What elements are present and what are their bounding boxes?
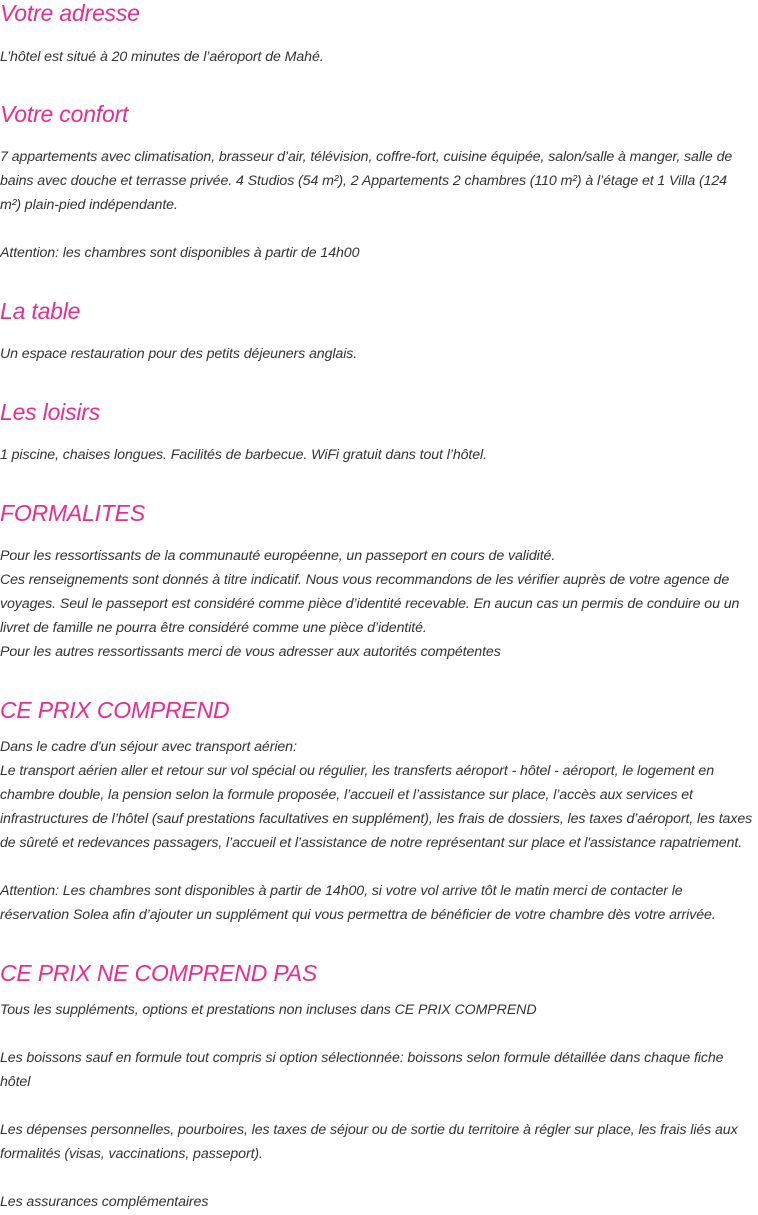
text-line: réservation Solea afin d’ajouter un supplément qui vous permettra de bénéficier de votre chambre dès votre arrivée. <box>0 907 716 923</box>
text-line: Les assurances complémentaires <box>0 1194 209 1210</box>
text-line: Tous les suppléments, options et prestations non incluses dans CE PRIX COMPREND <box>0 1002 537 1018</box>
section-title-loisirs: Les loisirs <box>0 399 101 425</box>
text-line: Un espace restauration pour des petits déjeuners anglais. <box>0 346 358 362</box>
section-title-comprend: CE PRIX COMPREND <box>0 697 230 723</box>
text-line: 1 piscine, chaises longues. Facilités de barbecue. WiFi gratuit dans tout l’hôtel. <box>0 447 487 463</box>
text-line: formalités (visas, vaccinations, passeport). <box>0 1146 263 1162</box>
section-title-ne-comprend: CE PRIX NE COMPREND PAS <box>0 960 318 986</box>
adresse-text <box>0 45 758 69</box>
section-title-confort: Votre confort <box>0 101 129 127</box>
ne-comprend-p4 <box>0 1190 758 1214</box>
section-title-adresse: Votre adresse <box>0 0 140 26</box>
comprend-note <box>0 879 758 927</box>
text-line: livret de famille ne pourra être considéré comme une pièce d’identité. <box>0 620 427 636</box>
loisirs-text <box>0 443 758 467</box>
text-line: de sûreté et redevances passagers, l’accueil et l’assistance de notre représentant sur place et l'assistance rapatriement. <box>0 835 743 851</box>
ne-comprend-p2 <box>0 1046 758 1094</box>
section-title-table: La table <box>0 298 81 324</box>
confort-text <box>0 145 758 217</box>
text-line: chambre double, la pension selon la formule proposée, l’accueil et l’assistance sur place, l’accès aux services et <box>0 787 693 803</box>
text-line: bains avec douche et terrasse privée. 4 Studios (54 m²), 2 Appartements 2 chambres (110 m²) à l’étage et 1 Villa (124 <box>0 173 727 189</box>
ne-comprend-p3 <box>0 1118 758 1166</box>
text-line: Dans le cadre d'un séjour avec transport aérien: <box>0 739 297 755</box>
text-line: infrastructures de l’hôtel (sauf prestations facultatives en supplément), les frais de dossiers, les taxes d’aéroport, les taxes <box>0 811 753 827</box>
text-line: Attention: les chambres sont disponibles à partir de 14h00 <box>0 245 360 261</box>
text-line: Pour les autres ressortissants merci de vous adresser aux autorités compétentes <box>0 644 501 660</box>
text-line: L’hôtel est situé à 20 minutes de l’aéroport de Mahé. <box>0 49 324 65</box>
text-line: 7 appartements avec climatisation, brasseur d’air, télévision, coffre-fort, cuisine équipée, salon/salle à manger, salle de <box>0 149 733 165</box>
text-line: hôtel <box>0 1074 31 1090</box>
comprend-text <box>0 735 758 855</box>
text-line: voyages. Seul le passeport est considéré comme pièce d’identité recevable. En aucun cas un permis de conduire ou un <box>0 596 740 612</box>
text-line: Attention: Les chambres sont disponibles à partir de 14h00, si votre vol arrive tôt le matin merci de contacter le <box>0 883 683 899</box>
text-line: Les boissons sauf en formule tout compris si option sélectionnée: boissons selon formule détaillée dans chaque fiche <box>0 1050 724 1066</box>
text-line: Le transport aérien aller et retour sur vol spécial ou régulier, les transferts aéroport - hôtel - aéroport, le logement en <box>0 763 715 779</box>
confort-note <box>0 241 758 265</box>
text-line: Pour les ressortissants de la communauté européenne, un passeport en cours de validité. <box>0 548 556 564</box>
table-text <box>0 342 758 366</box>
text-line: m²) plain-pied indépendante. <box>0 197 178 213</box>
formalites-text <box>0 544 758 664</box>
text-line: Les dépenses personnelles, pourboires, les taxes de séjour ou de sortie du territoire à régler sur place, les frais liés aux <box>0 1122 738 1138</box>
section-title-formalites: FORMALITES <box>0 500 145 526</box>
ne-comprend-p1 <box>0 998 758 1022</box>
text-line: Ces renseignements sont donnés à titre indicatif. Nous vous recommandons de les vérifier auprès de votre agence de <box>0 572 730 588</box>
